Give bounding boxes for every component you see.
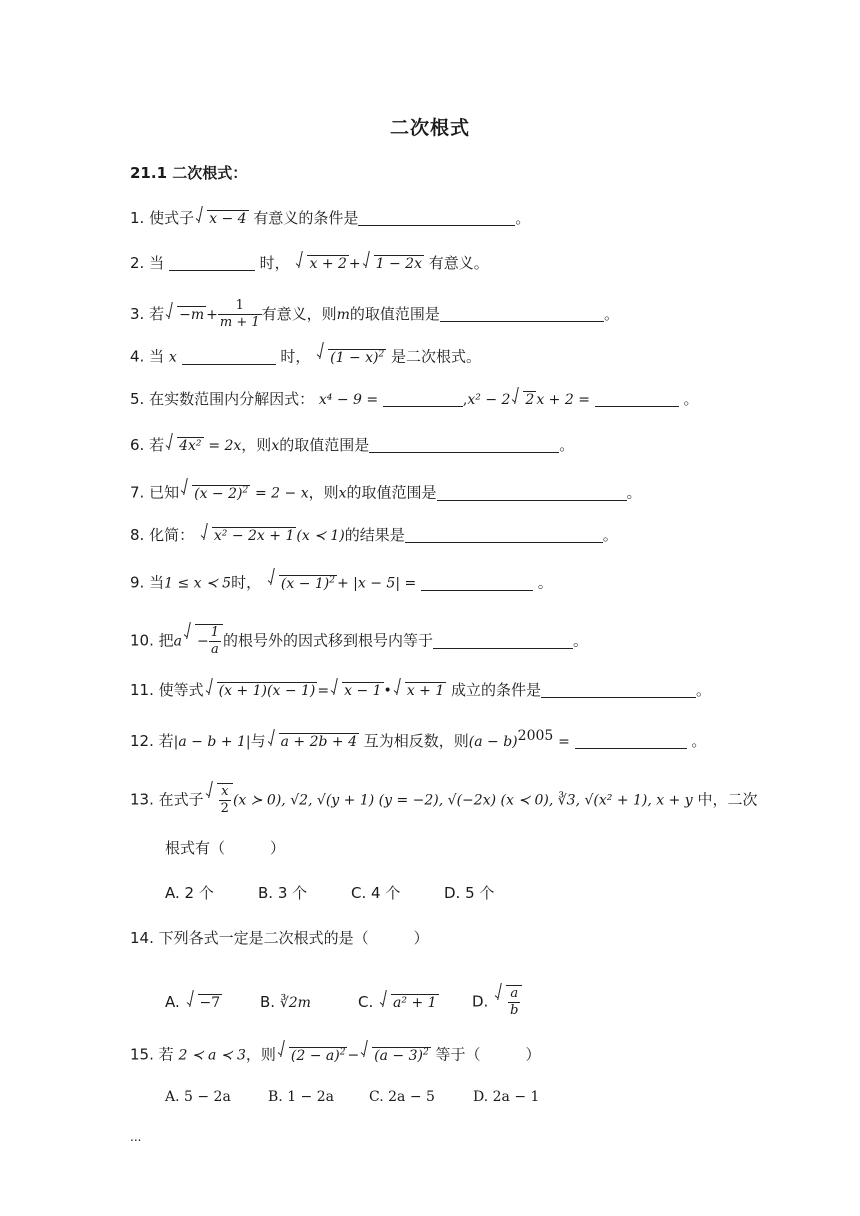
sqrt-symbol: x − 4	[196, 208, 248, 229]
question-10: 10. 把a − $\frac{1}{a}$ 的根号外的因式移到根号内等于 。	[130, 625, 589, 657]
sqrt-symbol: $(2 - a)^2$	[278, 1042, 348, 1066]
sqrt-symbol	[206, 783, 233, 817]
question-11: 11. 使等式 (x + 1)(x − 1) = x − 1 • x + 1 成立的条件是 。	[130, 681, 712, 699]
sqrt-symbol: $(1 - x)^2$	[317, 344, 386, 368]
page-title: 二次根式	[389, 117, 470, 139]
answer-blank[interactable]	[383, 390, 463, 407]
option-d[interactable]: D. $\frac{a}{b}$	[472, 985, 522, 1019]
question-7: 7. 已知 $(x - 2)^2 = 2 - x$，则x的取值范围是 。	[130, 480, 642, 504]
sqrt-symbol	[495, 985, 522, 1019]
answer-blank[interactable]	[405, 526, 603, 543]
option-d[interactable]: D. 2a − 1	[473, 1089, 540, 1105]
question-3: 3. 若 −m + $\frac{1}{m + 1}$ 有意义，则m的取值范围是 。	[130, 298, 619, 330]
question-5: 5. 在实数范围内分解因式： x⁴ − 9 = ,x² − 2 2 x + 2 = 。	[130, 390, 699, 408]
question-6: 6. 若 4x² = 2x，则x的取值范围是 。	[130, 436, 575, 454]
sqrt-symbol: $(x - 1)^2$	[268, 570, 337, 594]
option-b[interactable]: B. 3 个	[258, 884, 308, 902]
sqrt-symbol: (x + 1)(x − 1)	[206, 680, 318, 701]
answer-blank[interactable]	[369, 436, 559, 453]
sqrt-symbol: x + 2	[296, 253, 348, 274]
answer-blank[interactable]	[169, 254, 255, 271]
question-15-options	[165, 1086, 539, 1107]
option-b[interactable]: B. ∛2m	[260, 992, 311, 1011]
question-14: 14. 下列各式一定是二次根式的是（ ）	[130, 929, 429, 947]
option-d[interactable]: D. 5 个	[444, 884, 495, 902]
question-9: 9. 当1 ≤ x ≺ 5时， $(x - 1)^2 + |x - 5|$ = 。	[130, 570, 553, 594]
sqrt-symbol: a + 2b + 4	[268, 731, 359, 752]
sqrt-symbol: 2	[512, 389, 536, 410]
option-c[interactable]: C. 4 个	[351, 884, 401, 902]
answer-blank[interactable]	[421, 574, 533, 591]
sqrt-symbol: −7	[187, 992, 223, 1013]
answer-blank[interactable]	[595, 390, 679, 407]
sqrt-symbol: x + 1	[394, 680, 446, 701]
question-13-line-2: 根式有（ ）	[165, 839, 286, 857]
option-c[interactable]: C. 2a − 5	[369, 1089, 435, 1105]
sqrt-symbol: 4x²	[166, 435, 203, 456]
question-13: 13. 在式子 $\frac{x}{2}$ (x ≻ 0), √2, √(y + 1) (y = −2), √(−2x) (x ≺ 0), ∛3, √(x² + 1), x + y 中，二次	[130, 784, 758, 816]
option-c[interactable]: C. a² + 1	[358, 992, 437, 1011]
question-14-options	[165, 985, 522, 1019]
question-4: 4. 当 x 时， $(1 - x)^2$ 是二次根式。	[130, 344, 481, 368]
answer-blank[interactable]	[433, 632, 573, 649]
fraction: $\frac{a}{b}$	[510, 986, 519, 1018]
option-a[interactable]: A. 2 个	[165, 884, 214, 902]
sqrt-symbol: $(a - 3)^2$	[361, 1042, 431, 1066]
answer-blank[interactable]	[437, 484, 627, 501]
sqrt-symbol: 1 − 2x	[363, 253, 424, 274]
question-2: 2. 当 时， x + 2 + 1 − 2x 有意义。	[130, 254, 489, 272]
sqrt-symbol: − $\frac{1}{a}$	[184, 624, 223, 658]
fraction: $\frac{x}{2}$	[220, 784, 229, 816]
question-8: 8. 化简： x² − 2x + 1 (x ≺ 1)的结果是 。	[130, 526, 618, 544]
answer-blank[interactable]	[358, 209, 515, 226]
answer-blank[interactable]	[541, 681, 696, 698]
option-a[interactable]: A. −7	[165, 992, 221, 1011]
question-12: 12. 若|a − b + 1|与 a + 2b + 4 互为相反数，则$(a - b)^{2005}$ = 。	[130, 728, 707, 750]
answer-blank[interactable]	[575, 732, 687, 749]
fraction: $\frac{1}{a}$	[210, 625, 220, 657]
question-13-options	[165, 883, 494, 903]
option-a[interactable]: A. 5 − 2a	[165, 1089, 231, 1105]
fraction: $\frac{1}{m + 1}$	[219, 298, 260, 330]
sqrt-symbol: $(x - 2)^2$	[181, 480, 250, 504]
answer-blank[interactable]	[182, 348, 276, 365]
question-15: 15. 若 2 ≺ a ≺ 3，则 $(2 - a)^2 - (a - 3)^2$ 等于（ ）	[130, 1042, 541, 1066]
sqrt-symbol: x² − 2x + 1	[201, 525, 296, 546]
question-1: 1. 使式子 x − 4 有意义的条件是 。	[130, 209, 531, 227]
sqrt-symbol: a² + 1	[380, 992, 439, 1013]
sqrt-symbol: x − 1	[331, 680, 383, 701]
answer-blank[interactable]	[440, 305, 604, 322]
page-continuation: ...	[130, 1130, 142, 1144]
option-b[interactable]: B. 1 − 2a	[268, 1089, 334, 1105]
sqrt-symbol: −m	[166, 304, 206, 325]
section-heading: 21.1 二次根式：	[130, 164, 248, 182]
